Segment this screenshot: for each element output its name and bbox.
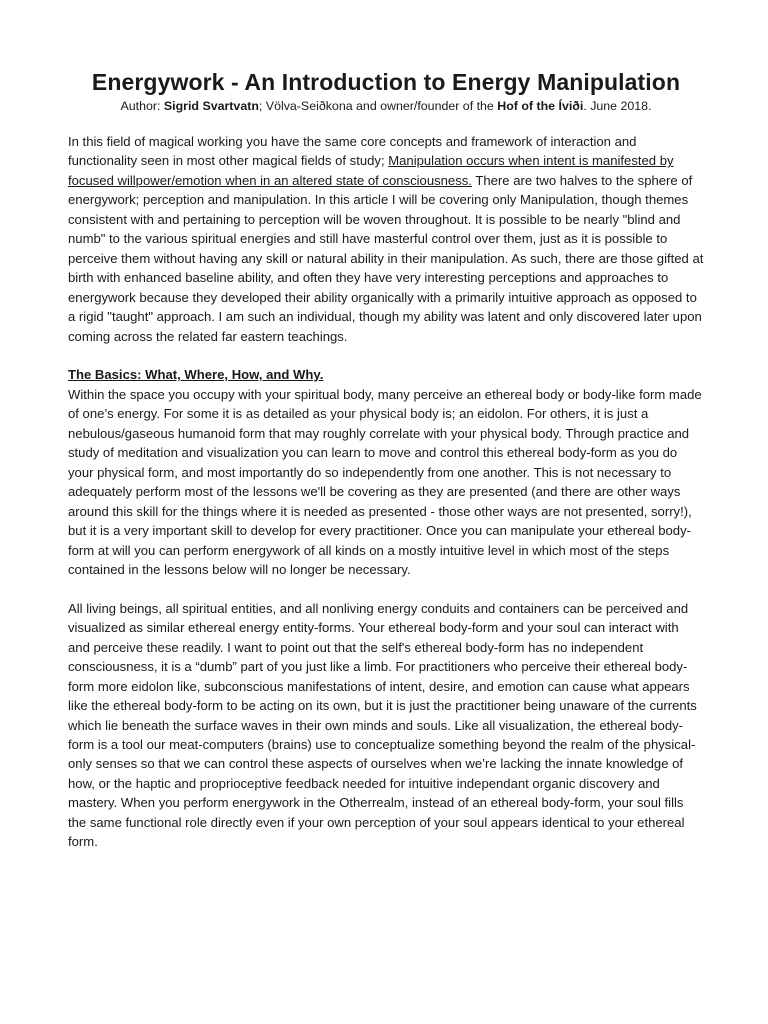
publication-date: . June 2018. xyxy=(583,99,652,113)
basics-paragraph xyxy=(68,365,704,579)
intro-paragraph xyxy=(68,132,704,346)
author-name: Sigrid Svartvatn xyxy=(163,99,259,113)
intro-text-part2: There are two halves to the sphere of energywork; perception and manipulation. In this article I will be covering only Manipulation, though themes consistent with and pertaining to perception will be woven throughout. It is possible to be nearly "blind and numb" to the various spiritual energies and still have masterful control over them, just as it is possible to perceive them without having any skill or natural ability in their manipulation. As such, there are those gifted at birth with enhanced baseline ability, and often they have very interesting perceptions and approaches to energywork because they developed their ability organically with a primarily intuitive approach as opposed to a rigid "taught" approach. I am such an individual, though my ability was latent and only discovered later upon coming across the related far eastern teachings. xyxy=(68,172,704,344)
document-title: Energywork - An Introduction to Energy Manipulation xyxy=(91,69,681,95)
organization-name: Hof of the Íviði xyxy=(497,99,584,113)
basics-paragraph-text: Within the space you occupy with your spiritual body, many perceive an ethereal body or body-like form made of one’s energy. For some it is as detailed as your physical body is; an eidolon. For others, it is just a nebulous/gaseous humanoid form that may roughly correlate with your physical body. Through practice and study of meditation and visualization you can learn to move and control this ethereal body-form as you do your physical form, and most importantly do so independently from one another. This is not necessary to adequately perform most of the lessons we'll be covering as they are presented (and there are other ways around this skill for the things where it is needed as presented - those other ways are not presented, sorry!), but it is a very important skill to develop for every practitioner. Once you can manipulate your ethereal body-form at will you can perform energywork of all kinds on a mostly intuitive level in which most of the steps contained in the lessons below will no longer be necessary. xyxy=(68,386,702,577)
author-role: ; Völva-Seiðkona and owner/founder of the xyxy=(258,99,498,113)
author-label: Author: xyxy=(120,99,164,113)
intro-text-part1: In this field of magical working you have the same core concepts and framework of interaction and functionality seen in most other magical fields of study; xyxy=(68,134,637,169)
paragraph-spacer xyxy=(68,579,704,598)
section-heading: The Basics: What, Where, How, and Why. xyxy=(68,367,324,383)
author-byline xyxy=(68,98,704,114)
paragraph-spacer xyxy=(68,346,704,365)
intro-underlined-definition: Manipulation occurs when intent is manifested by focused willpower/emotion when in an altered state of consciousness. xyxy=(68,153,674,188)
entities-paragraph: All living beings, all spiritual entities, and all nonliving energy conduits and containers can be perceived and visualized as similar ethereal energy entity-forms. Your ethereal body-form and your soul can interact with and perceive these readily. I want to point out that the self's ethereal body-form has no independent consciousness, it is a “dumb” part of you just like a limb. For practitioners who perceive their ethereal body-form more eidolon like, subconscious manifestations of intent, desire, and emotion can cause what appears like the ethereal body-form to be acting on its own, but it is just the practitioner being unaware of the currents which lie beneath the surface waves in their own minds and souls. Like all visualization, the ethereal body-form is a tool our meat-computers (brains) use to conceptualize something beyond the realm of the physical-only senses so that we can control these aspects of ourselves when we’re lacking the innate knowledge of how, or the haptic and proprioceptive feedback needed for intuitive independant organic discovery and mastery. When you perform energywork in the Otherrealm, instead of an ethereal body-form, your soul fills the same functional role directly even if your own perception of your soul appears identical to your ethereal form. xyxy=(68,600,697,850)
document-page xyxy=(68,68,704,852)
